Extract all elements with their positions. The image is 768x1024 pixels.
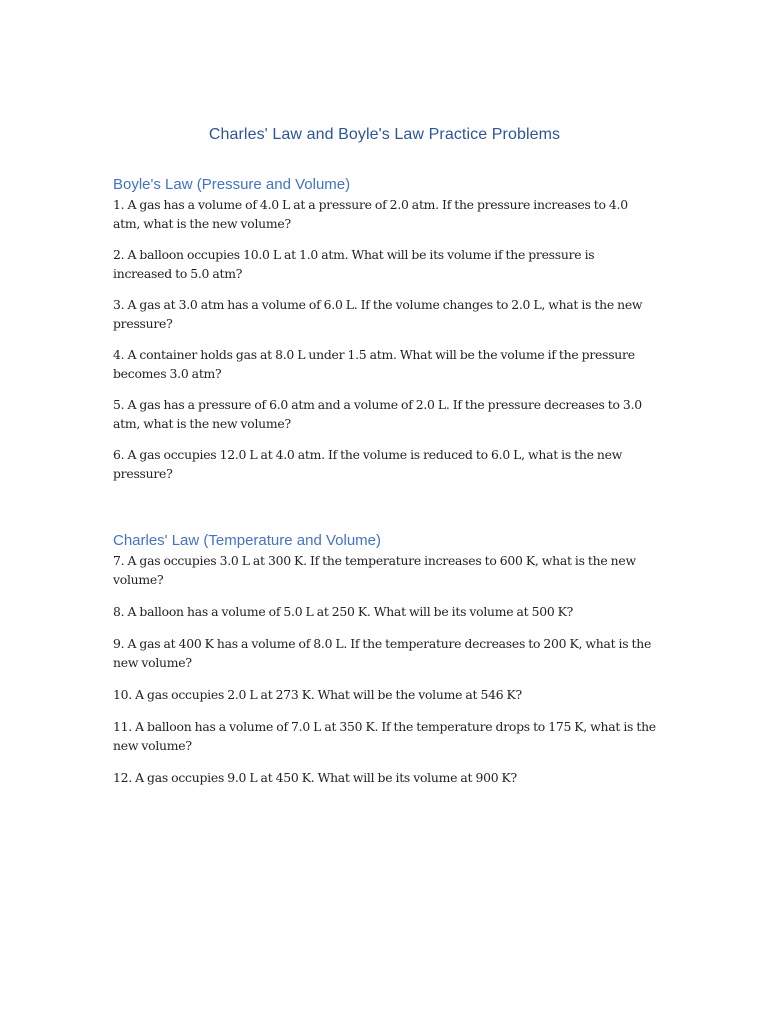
problem-item: 7. A gas occupies 3.0 L at 300 K. If the temperature increases to 600 K, what is the new volume? [113, 553, 636, 587]
problem-list-charles-law [113, 551, 656, 787]
problem-item: 11. A balloon has a volume of 7.0 L at 350 K. If the temperature drops to 175 K, what is the new volume? [113, 719, 656, 753]
problem-item: 12. A gas occupies 9.0 L at 450 K. What will be its volume at 900 K? [113, 770, 517, 785]
page-title: Charles' Law and Boyle's Law Practice Problems [208, 126, 561, 143]
problem-item: 10. A gas occupies 2.0 L at 273 K. What will be the volume at 546 K? [113, 687, 522, 702]
problem-item: 8. A balloon has a volume of 5.0 L at 250 K. What will be its volume at 500 K? [113, 604, 574, 619]
problem-item: 3. A gas at 3.0 atm has a volume of 6.0 L. If the volume changes to 2.0 L, what is the new pressure? [113, 297, 643, 331]
problem-list-boyles-law [113, 195, 656, 483]
problem-item: 1. A gas has a volume of 4.0 L at a pressure of 2.0 atm. If the pressure increases to 4.0 atm, what is the new volume? [113, 197, 628, 231]
problem-item: 5. A gas has a pressure of 6.0 atm and a volume of 2.0 L. If the pressure decreases to 3.0 atm, what is the new volume? [113, 397, 642, 431]
problem-item: 4. A container holds gas at 8.0 L under 1.5 atm. What will be the volume if the pressure becomes 3.0 atm? [113, 347, 635, 381]
problem-item: 2. A balloon occupies 10.0 L at 1.0 atm. What will be its volume if the pressure is increased to 5.0 atm? [113, 247, 595, 281]
problem-item: 6. A gas occupies 12.0 L at 4.0 atm. If the volume is reduced to 6.0 L, what is the new pressure? [113, 447, 623, 481]
problem-item: 9. A gas at 400 K has a volume of 8.0 L. If the temperature decreases to 200 K, what is the new volume? [113, 636, 652, 670]
section-heading-boyles-law: Boyle's Law (Pressure and Volume) [113, 176, 351, 193]
section-heading-charles-law: Charles' Law (Temperature and Volume) [113, 532, 381, 549]
